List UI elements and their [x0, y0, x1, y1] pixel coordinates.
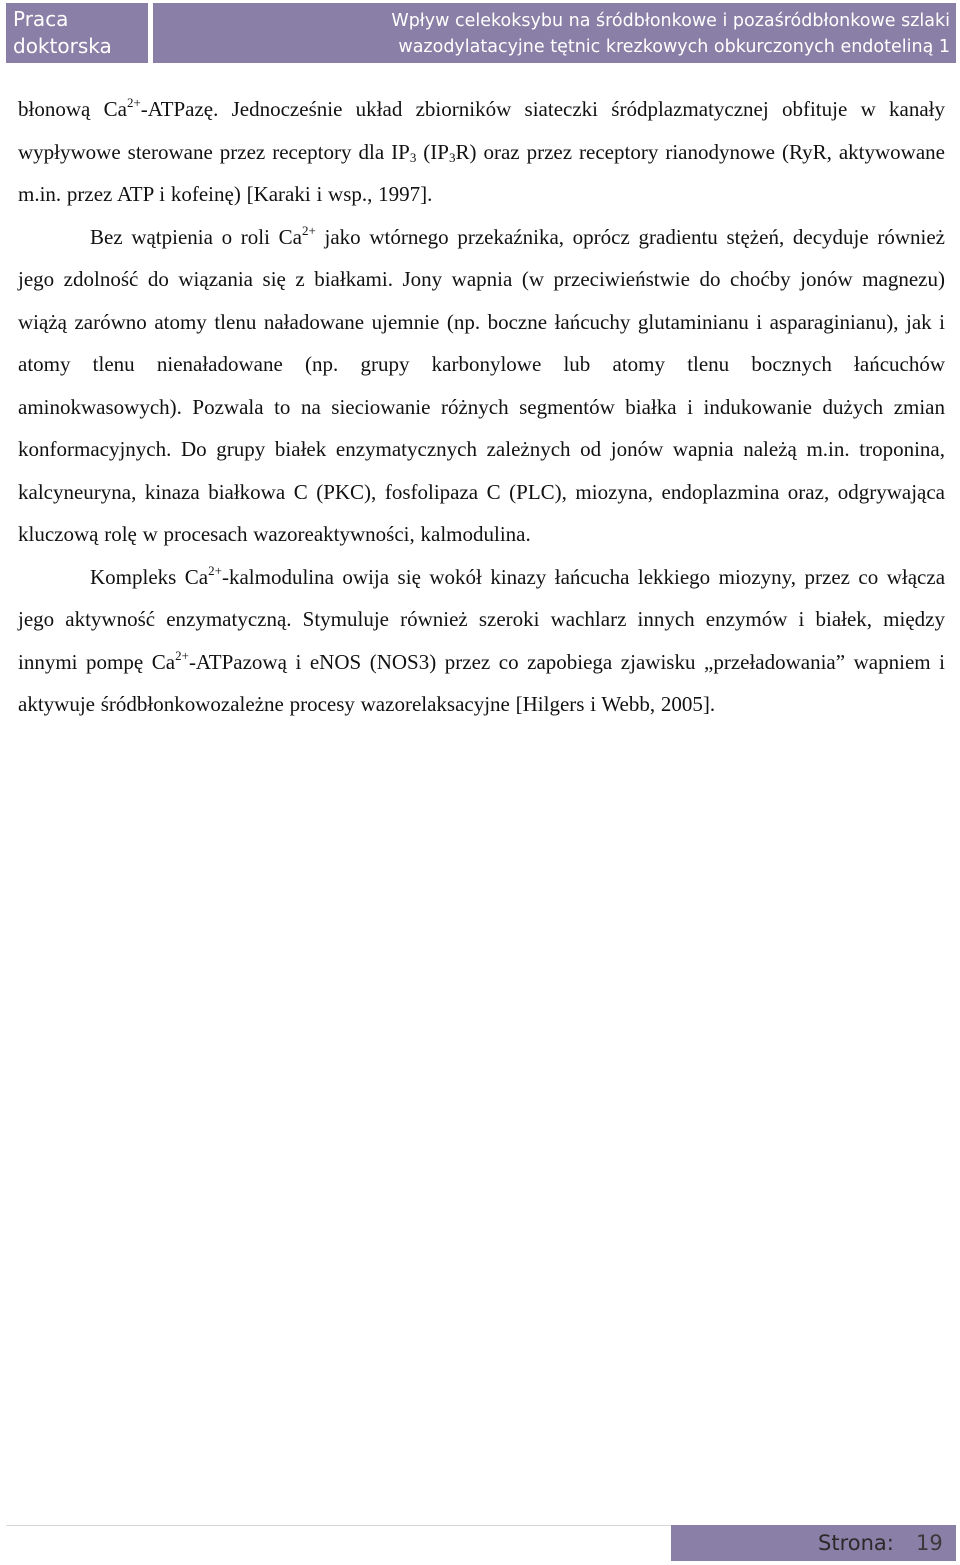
paragraph-3 [18, 556, 945, 726]
page-label: Strona: [818, 1531, 894, 1555]
header-title-line-2: wazodylatacyjne tętnic krezkowych obkurczonych endoteliną 1 [398, 37, 950, 57]
page-header [6, 3, 956, 63]
p3-superscript-charge-2: 2+ [175, 647, 189, 663]
p2-text-c: jako wtórnego przekaźnika, oprócz gradientu stężeń, decyduje również jego zdolność do wiązania się z białkami. Jony wapnia (w przeciwieństwie do choćby jonów magnezu) wiążą zarówno atomy tlenu naładowane ujemnie (np. boczne łańcuchy glutaminianu i asparaginianu), jak i atomy tlenu nienaładowane (np. grupy karbonylowe lub atomy tlenu bocznych łańcuchów aminokwasowych). Pozwala to na sieciowanie różnych segmentów białka i indukowanie dużych zmian konformacyjnych. Do grupy białek enzymatycznych zależnych od jonów wapnia należą m.in. troponina, kalcyneuryna, kinaza białkowa C (PKC), fosfolipaza C (PLC), miozyna, endoplazmina oraz, odgrywająca kluczową rolę w procesach wazoreaktywności, kalmodulina. [18, 224, 945, 546]
paragraph-2 [18, 216, 945, 556]
header-thesis-title [153, 3, 956, 63]
p1-text-g: R) oraz przez receptory rianodynowe (RyR, aktywowane m.in. przez ATP i kofeinę) [Karaki i wsp., 1997]. [18, 139, 945, 206]
header-title-line-1: Wpływ celekoksybu na śródbłonkowe i pozaśródbłonkowe szlaki [391, 11, 950, 31]
p3-text-a: Kompleks Ca [90, 564, 209, 589]
p3-text-e: -ATPazową i eNOS (NOS3) przez co zapobiega zjawisku „przeładowania” wapniem i aktywuje śródbłonkowozależne procesy wazorelaksacyjne [Hilgers i Webb, 2005]. [18, 649, 945, 716]
p1-subscript-1: 3 [409, 149, 417, 165]
p3-text-c: -kalmodulina owija się wokół kinazy łańcucha lekkiego miozyny, przez co włącza jego aktywność enzymatyczną. Stymuluje również szeroki wachlarz innych enzymów i białek, między innymi pompę Ca [18, 564, 946, 674]
page-footer [671, 1525, 956, 1561]
p3-superscript-charge-1: 2+ [208, 562, 222, 578]
header-left-line-2: doktorska [13, 34, 112, 58]
p2-text-a: Bez wątpienia o roli Ca [90, 224, 302, 249]
page-body [18, 88, 945, 726]
p1-text-e: (IP [416, 139, 449, 164]
header-left-line-1: Praca [13, 7, 69, 31]
p1-subscript-2: 3 [448, 149, 456, 165]
paragraph-1 [18, 88, 945, 216]
p1-text-a: błonową Ca [18, 97, 127, 121]
p1-text-c: -ATPazę. Jednocześnie układ zbiorników siateczki śródplazmatycznej obfituje w kanały wypływowe sterowane przez receptory dla IP [18, 97, 946, 164]
header-document-type [6, 3, 148, 63]
p1-superscript-charge: 2+ [126, 95, 141, 110]
page-number: 19 [916, 1531, 943, 1555]
p2-superscript-charge: 2+ [301, 222, 316, 238]
